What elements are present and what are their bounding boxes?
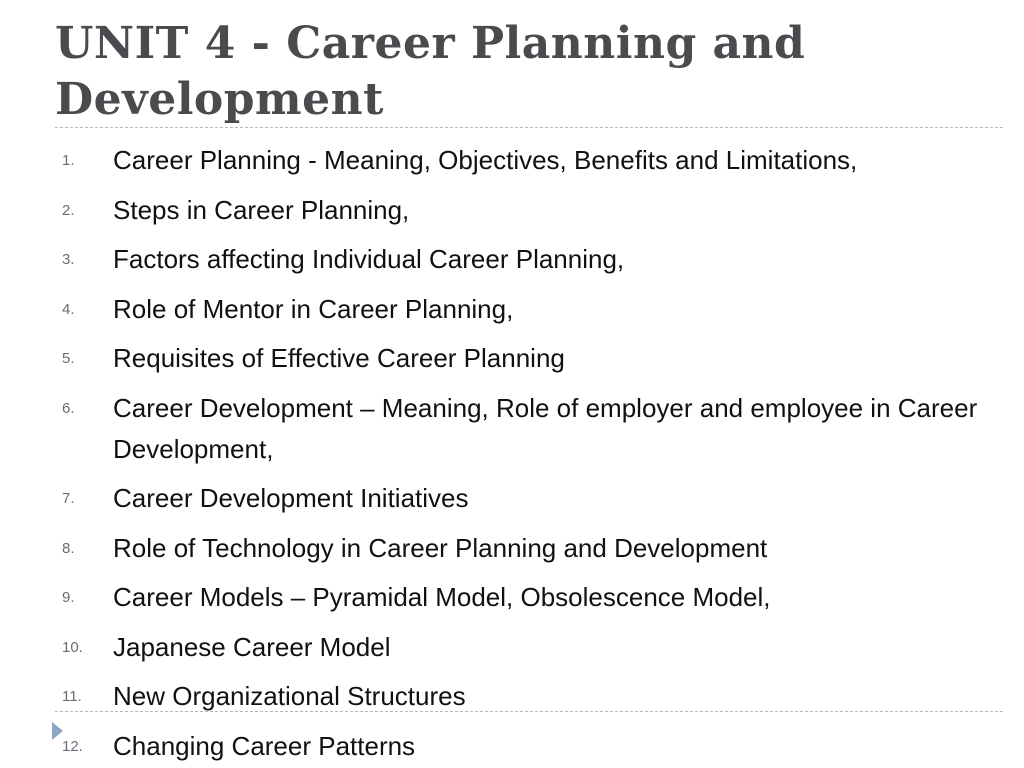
list-item-number: 11. [62,688,82,705]
footer-divider [55,711,1003,712]
list-item-text: Career Development Initiatives [113,483,469,513]
list-item [0,190,1024,231]
list-item [0,239,1024,280]
list-item-number: 6. [62,399,75,417]
list-item-text: Career Development – Meaning, Role of employer and employee in Career Development, [113,392,978,464]
list-item [0,289,1024,330]
list-item [0,338,1024,379]
list-item [0,627,1024,668]
title-divider [55,127,1003,128]
list-item-number: 3. [62,251,75,268]
list-item-text: New Organizational Structures [113,681,466,711]
list-item-text: Japanese Career Model [113,631,391,662]
list-item [0,577,1024,618]
list-item-number: 4. [62,300,75,318]
list-item-text: Requisites of Effective Career Planning [113,343,565,373]
list-item-text: Changing Career Patterns [113,730,416,761]
list-item-text: Steps in Career Planning, [113,194,410,225]
list-item-number: 2. [62,201,75,219]
list-item-number: 8. [62,539,75,557]
list-item [0,726,1024,767]
slide-title: UNIT 4 - Career Planning and Development [55,18,806,125]
list-item-number: 1. [62,152,75,169]
list-item-text: Factors affecting Individual Career Planning, [113,244,625,274]
triangle-right-icon [52,722,63,740]
list-item-number: 10. [62,638,83,656]
list-item [0,528,1024,569]
list-item-text: Career Models – Pyramidal Model, Obsolescence Model, [113,582,771,612]
list-item [0,140,1024,181]
list-item-number: 9. [62,589,75,606]
list-item [0,388,1024,470]
list-item-number: 7. [62,490,75,507]
list-item-number: 5. [62,350,75,367]
list-item-text: Role of Technology in Career Planning and Development [113,532,768,563]
list-item-number: 12. [62,737,83,755]
list-item [0,478,1024,519]
topic-list [0,140,1024,768]
list-item-text: Role of Mentor in Career Planning, [113,293,514,324]
list-item-text: Career Planning - Meaning, Objectives, Benefits and Limitations, [113,145,858,175]
